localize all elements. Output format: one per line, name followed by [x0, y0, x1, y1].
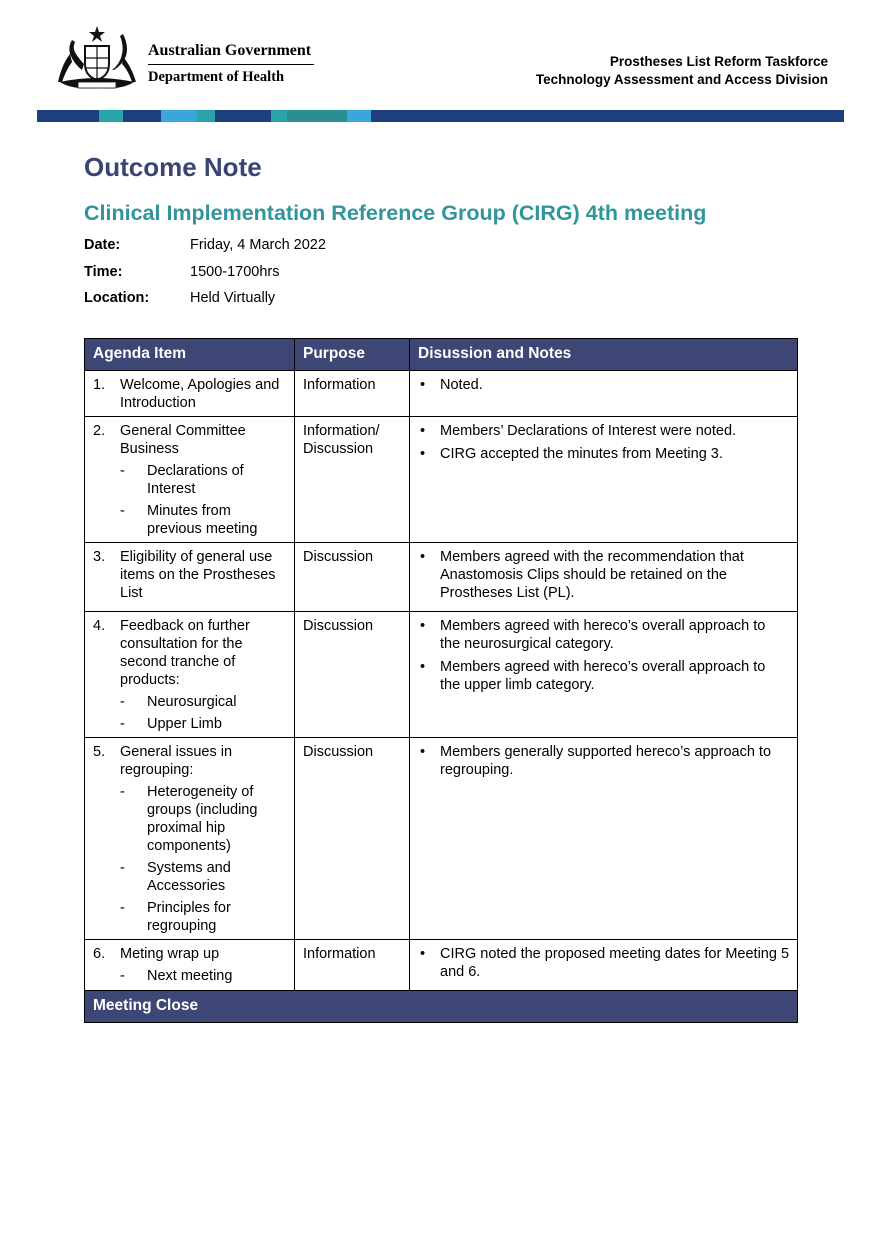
- purpose-cell: Discussion: [295, 738, 410, 940]
- location-value: Held Virtually: [190, 290, 276, 306]
- sub-item-text: Upper Limb: [147, 716, 222, 732]
- meeting-close-row: [85, 991, 798, 1023]
- location-label: Location:: [84, 290, 150, 306]
- agenda-item: [93, 422, 286, 458]
- item-title: General issues in regrouping:: [120, 744, 233, 778]
- column-header-purpose: Purpose: [295, 339, 410, 371]
- note-bullet: [418, 445, 789, 463]
- agenda-table: [84, 338, 798, 1023]
- division-name: Technology Assessment and Access Division: [535, 72, 828, 87]
- bullet-icon: •: [420, 946, 426, 962]
- item-title: Eligibility of general use items on the Prostheses List: [120, 549, 276, 601]
- table-row: [85, 543, 798, 612]
- bullet-icon: •: [420, 744, 426, 760]
- sub-item: [93, 783, 286, 855]
- dash-icon: -: [120, 503, 125, 519]
- date-row: [84, 237, 326, 264]
- agenda-item: [93, 945, 286, 963]
- sub-item: [93, 462, 286, 498]
- meeting-details: [84, 237, 326, 317]
- sub-item: [93, 967, 286, 985]
- item-number: 1.: [93, 377, 106, 393]
- dash-icon: -: [120, 694, 125, 710]
- purpose-cell: Information: [295, 371, 410, 417]
- dash-icon: -: [120, 900, 125, 916]
- note-text: Noted.: [440, 377, 483, 393]
- agenda-item-cell: [85, 543, 295, 612]
- note-bullet: [418, 945, 789, 981]
- dash-icon: -: [120, 968, 125, 984]
- stripe-segment: [123, 110, 161, 122]
- stripe-segment: [271, 110, 287, 122]
- note-text: Members generally supported hereco’s approach to regrouping.: [440, 744, 772, 778]
- note-text: CIRG noted the proposed meeting dates for Meeting 5 and 6.: [440, 946, 790, 980]
- sub-item: [93, 693, 286, 711]
- agenda-item-cell: [85, 612, 295, 738]
- item-title: General Committee Business: [120, 423, 246, 457]
- sub-item-text: Systems and Accessories: [147, 860, 231, 894]
- purpose-cell: Information: [295, 940, 410, 991]
- date-label: Date:: [84, 237, 121, 253]
- dash-icon: -: [120, 716, 125, 732]
- stripe-segment: [37, 110, 99, 122]
- note-bullet: [418, 743, 789, 779]
- meeting-close-label: Meeting Close: [85, 991, 798, 1023]
- stripe-segment: [371, 110, 844, 122]
- table-header-row: [85, 339, 798, 371]
- taskforce-block: [536, 53, 828, 89]
- agenda-item-cell: [85, 940, 295, 991]
- sub-item: [93, 859, 286, 895]
- item-number: 6.: [93, 946, 106, 962]
- agenda-item: [93, 376, 286, 412]
- dash-icon: -: [120, 463, 125, 479]
- note-text: Members agreed with hereco’s overall approach to the neurosurgical category.: [440, 618, 766, 652]
- note-bullet: [418, 617, 789, 653]
- notes-cell: [410, 417, 798, 543]
- stripe-segment: [347, 110, 371, 122]
- bullet-icon: •: [420, 659, 426, 675]
- notes-cell: [410, 738, 798, 940]
- coat-of-arms-icon: [52, 24, 142, 92]
- dash-icon: -: [120, 784, 125, 800]
- table-row: [85, 612, 798, 738]
- page-title: Outcome Note: [84, 152, 262, 182]
- sub-item-text: Next meeting: [147, 968, 233, 984]
- header-color-stripe: [37, 110, 844, 122]
- agenda-item-cell: [85, 738, 295, 940]
- bullet-icon: •: [420, 618, 426, 634]
- note-bullet: [418, 376, 789, 394]
- location-row: [84, 290, 326, 317]
- sub-item-text: Declarations of Interest: [147, 463, 244, 497]
- notes-cell: [410, 543, 798, 612]
- department-name: Department of Health: [148, 69, 285, 85]
- notes-cell: [410, 371, 798, 417]
- column-header-agenda-item: Agenda Item: [85, 339, 295, 371]
- sub-item-text: Principles for regrouping: [147, 900, 231, 934]
- stripe-segment: [287, 110, 347, 122]
- agenda-item: [93, 548, 286, 602]
- item-title: Meting wrap up: [120, 946, 220, 962]
- note-text: CIRG accepted the minutes from Meeting 3.: [440, 446, 723, 462]
- notes-cell: [410, 940, 798, 991]
- item-number: 4.: [93, 618, 106, 634]
- sub-item-text: Heterogeneity of groups (including proximal hip components): [147, 784, 258, 854]
- agenda-item: [93, 743, 286, 779]
- time-value: 1500-1700hrs: [190, 263, 280, 280]
- note-bullet: [418, 422, 789, 440]
- sub-item: [93, 899, 286, 935]
- notes-cell: [410, 612, 798, 738]
- item-number: 5.: [93, 744, 106, 760]
- item-title: Welcome, Apologies and Introduction: [120, 377, 280, 411]
- bullet-icon: •: [420, 423, 426, 439]
- note-text: Members agreed with the recommendation that Anastomosis Clips should be retained on the Prostheses List (PL).: [440, 549, 744, 601]
- bullet-icon: •: [420, 377, 426, 393]
- agenda-item-cell: [85, 371, 295, 417]
- government-name: Australian Government: [148, 42, 312, 59]
- sub-item: [93, 502, 286, 538]
- bullet-icon: •: [420, 446, 426, 462]
- purpose-cell: Discussion: [295, 612, 410, 738]
- table-row: [85, 371, 798, 417]
- time-label: Time:: [84, 263, 123, 280]
- stripe-segment: [161, 110, 197, 122]
- date-value: Friday, 4 March 2022: [190, 237, 326, 253]
- bullet-icon: •: [420, 549, 426, 565]
- item-number: 3.: [93, 549, 106, 565]
- column-header-notes: Disussion and Notes: [410, 339, 798, 371]
- page-header: [0, 0, 882, 125]
- stripe-segment: [99, 110, 123, 122]
- note-text: Members’ Declarations of Interest were noted.: [440, 423, 737, 439]
- dash-icon: -: [120, 860, 125, 876]
- sub-item-text: Minutes from previous meeting: [147, 503, 258, 537]
- purpose-cell: Information/ Discussion: [295, 417, 410, 543]
- note-text: Members agreed with hereco’s overall approach to the upper limb category.: [440, 659, 766, 693]
- agenda-item: [93, 617, 286, 689]
- taskforce-name: Prostheses List Reform Taskforce: [609, 54, 828, 69]
- stripe-segment: [215, 110, 271, 122]
- table-row: [85, 738, 798, 940]
- note-bullet: [418, 658, 789, 694]
- sub-item-text: Neurosurgical: [147, 694, 237, 710]
- meeting-title: Clinical Implementation Reference Group (CIRG) 4th meeting: [84, 201, 707, 225]
- logo-divider: [148, 64, 314, 65]
- sub-item: [93, 715, 286, 733]
- agenda-item-cell: [85, 417, 295, 543]
- stripe-segment: [197, 110, 215, 122]
- item-number: 2.: [93, 423, 106, 439]
- purpose-cell: Discussion: [295, 543, 410, 612]
- table-row: [85, 940, 798, 991]
- item-title: Feedback on further consultation for the second tranche of products:: [120, 618, 250, 688]
- note-bullet: [418, 548, 789, 602]
- table-row: [85, 417, 798, 543]
- time-row: [84, 264, 326, 291]
